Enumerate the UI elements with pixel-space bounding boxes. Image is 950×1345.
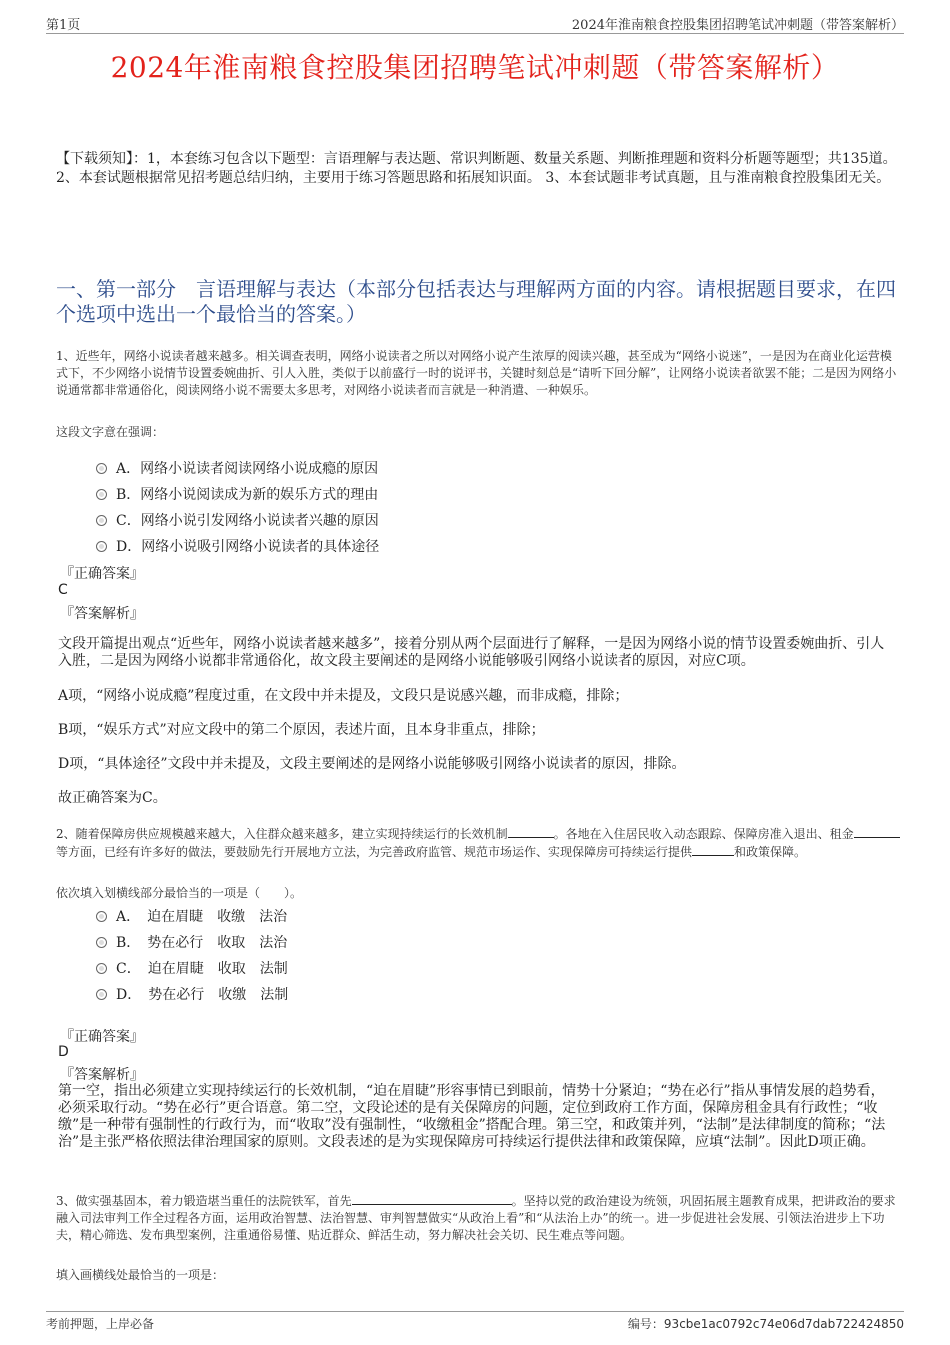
radio-icon[interactable] bbox=[96, 515, 107, 526]
code-label: 编号： bbox=[627, 1317, 664, 1331]
question-1-option-a[interactable] bbox=[96, 458, 378, 478]
option-label: A． 迫在眉睫 收缴 法治 bbox=[116, 909, 288, 925]
question-2-option-c[interactable] bbox=[96, 958, 288, 978]
code-value: 93cbe1ac0792c74e06d7dab722424850 bbox=[663, 1317, 904, 1331]
radio-icon[interactable] bbox=[96, 911, 107, 922]
analysis-label: 『答案解析』 bbox=[60, 1067, 144, 1083]
stem-text: 2、随着保障房供应规模越来越大，入住群众越来越多，建立实现持续运行的长效机制 bbox=[56, 827, 508, 841]
question-1-prompt: 这段文字意在强调： bbox=[56, 425, 165, 439]
question-1-option-b[interactable] bbox=[96, 484, 378, 504]
header-doc-title: 2024年淮南粮食控股集团招聘笔试冲刺题（带答案解析） bbox=[571, 18, 904, 33]
option-label: C． 迫在眉睫 收取 法制 bbox=[116, 961, 288, 977]
question-1-analysis-para: 故正确答案为C。 bbox=[58, 790, 167, 806]
fill-blank bbox=[352, 1192, 512, 1205]
correct-answer-value: C bbox=[58, 582, 68, 598]
stem-text: 和政策保障。 bbox=[734, 845, 807, 859]
correct-answer-label: 『正确答案』 bbox=[60, 566, 144, 582]
option-label: D． 势在必行 收缴 法制 bbox=[116, 987, 289, 1003]
question-1-stem: 1、近些年，网络小说读者越来越多。相关调查表明，网络小说读者之所以对网络小说产生浓厚的阅读兴趣，甚至成为“网络小说迷”，一是因为在商业化运营模式下，不少网络小说情节设置委婉曲折、引人入胜，类似于以前盛行一时的说评书，关键时刻总是“请听下回分解”，让网络小说读者欲罢不能；二是因为网络小说通常都非常通俗化，阅读网络小说不需要太多思考，对网络小说读者而言就是一种消遣、一种娱乐。 bbox=[56, 349, 897, 397]
question-3-stem bbox=[56, 1192, 902, 1244]
stem-text: 。坚持以党的政治建设为统领，巩固拓展主题教育成果，把讲政治的要求融入司法审判工作全过程各方面，运用政治智慧、法治智慧、审判智慧做实“从政治上看”和“从法治上办”的统一。进一步促进社会发展、引领法治进步上下功夫，精心筛选、发布典型案例，注重通俗易懂、贴近群众、鲜活生动，努力解决社会关切、民生难点等问题。 bbox=[56, 1194, 896, 1242]
fill-blank bbox=[692, 843, 734, 856]
page-title: 2024年淮南粮食控股集团招聘笔试冲刺题（带答案解析） bbox=[110, 51, 840, 84]
option-label: B．网络小说阅读成为新的娱乐方式的理由 bbox=[116, 487, 379, 503]
correct-answer-label: 『正确答案』 bbox=[60, 1029, 144, 1045]
stem-text: 等方面，已经有许多好的做法，要鼓励先行开展地方立法，为完善政府监管、规范市场运作、实现保障房可持续运行提供 bbox=[56, 845, 693, 859]
question-1-analysis-para: 文段开篇提出观点“近些年，网络小说读者越来越多”，接着分别从两个层面进行了解释，一是因为网络小说的情节设置委婉曲折、引人入胜，二是因为网络小说都非常通俗化，故文段主要阐述的是网络小说能够吸引网络小说读者的原因，对应C项。 bbox=[58, 636, 885, 669]
stem-text: 3、做实强基固本，着力锻造堪当重任的法院铁军，首先 bbox=[56, 1194, 352, 1208]
option-label: D．网络小说吸引网络小说读者的具体途径 bbox=[116, 539, 380, 555]
download-notice: 【下载须知】：1，本套练习包含以下题型：言语理解与表达题、常识判断题、数量关系题、判断推理题和资料分析题等题型；共135道。 2、本套试题根据常见招考题总结归纳，主要用于练习答题思路和拓展知识面。 3、本套试题非考试真题，且与淮南粮食控股集团无关。 bbox=[56, 151, 897, 186]
question-1-option-d[interactable] bbox=[96, 536, 379, 556]
question-2-stem bbox=[56, 825, 902, 861]
stem-text: 。各地在入住居民收入动态跟踪、保障房准入退出、租金 bbox=[553, 827, 854, 841]
radio-icon[interactable] bbox=[96, 463, 107, 474]
fill-blank bbox=[508, 825, 554, 838]
footer-code bbox=[628, 1315, 904, 1332]
option-label: C．网络小说引发网络小说读者兴趣的原因 bbox=[116, 513, 379, 529]
question-2-analysis: 第一空，指出必须建立实现持续运行的长效机制，“迫在眉睫”形容事情已到眼前，情势十分紧迫；“势在必行”指从事情发展的趋势看，必须采取行动。“势在必行”更合语意。第二空，文段论述的是有关保障房的问题，定位到政府工作方面，保障房租金具有行政性；“收缴”是一种带有强制性的行政行为，而“收取”没有强制性，“收缴租金”搭配合理。第三空，和政策并列，“法制”是法律制度的简称；“法治”是主张严格依照法律治理国家的原则。文段表述的是为实现保障房可持续运行提供法律和政策保障，应填“法制”。因此D项正确。 bbox=[58, 1083, 886, 1150]
footer-slogan: 考前押题，上岸必备 bbox=[46, 1317, 155, 1331]
question-2-option-b[interactable] bbox=[96, 932, 287, 952]
radio-icon[interactable] bbox=[96, 963, 107, 974]
question-1-analysis-para: D项，“具体途径”文段中并未提及，文段主要阐述的是网络小说能够吸引网络小说读者的原因，排除。 bbox=[58, 756, 686, 772]
question-1-option-c[interactable] bbox=[96, 510, 379, 530]
page-number: 第1页 bbox=[46, 18, 81, 33]
fill-blank bbox=[854, 825, 900, 838]
question-2-option-a[interactable] bbox=[96, 906, 287, 926]
radio-icon[interactable] bbox=[96, 489, 107, 500]
correct-answer-value: D bbox=[58, 1044, 69, 1060]
question-3-prompt: 填入画横线处最恰当的一项是： bbox=[56, 1268, 225, 1282]
option-label: A．网络小说读者阅读网络小说成瘾的原因 bbox=[116, 461, 379, 477]
question-1-analysis-para: A项，“网络小说成瘾”程度过重，在文段中并未提及，文段只是说感兴趣，而非成瘾，排除； bbox=[58, 688, 629, 704]
option-label: B． 势在必行 收取 法治 bbox=[116, 935, 288, 951]
question-2-option-d[interactable] bbox=[96, 984, 288, 1004]
question-1-analysis-para: B项，“娱乐方式”对应文段中的第二个原因，表述片面，且本身非重点，排除； bbox=[58, 722, 545, 738]
radio-icon[interactable] bbox=[96, 989, 107, 1000]
radio-icon[interactable] bbox=[96, 937, 107, 948]
question-2-prompt: 依次填入划横线部分最恰当的一项是（ ）。 bbox=[56, 886, 303, 900]
footer-divider bbox=[46, 1311, 904, 1312]
header-divider bbox=[46, 33, 904, 34]
analysis-label: 『答案解析』 bbox=[60, 606, 144, 622]
section-heading: 一、第一部分 言语理解与表达（本部分包括表达与理解两方面的内容。请根据题目要求，在四个选项中选出一个最恰当的答案。） bbox=[56, 277, 896, 326]
radio-icon[interactable] bbox=[96, 541, 107, 552]
